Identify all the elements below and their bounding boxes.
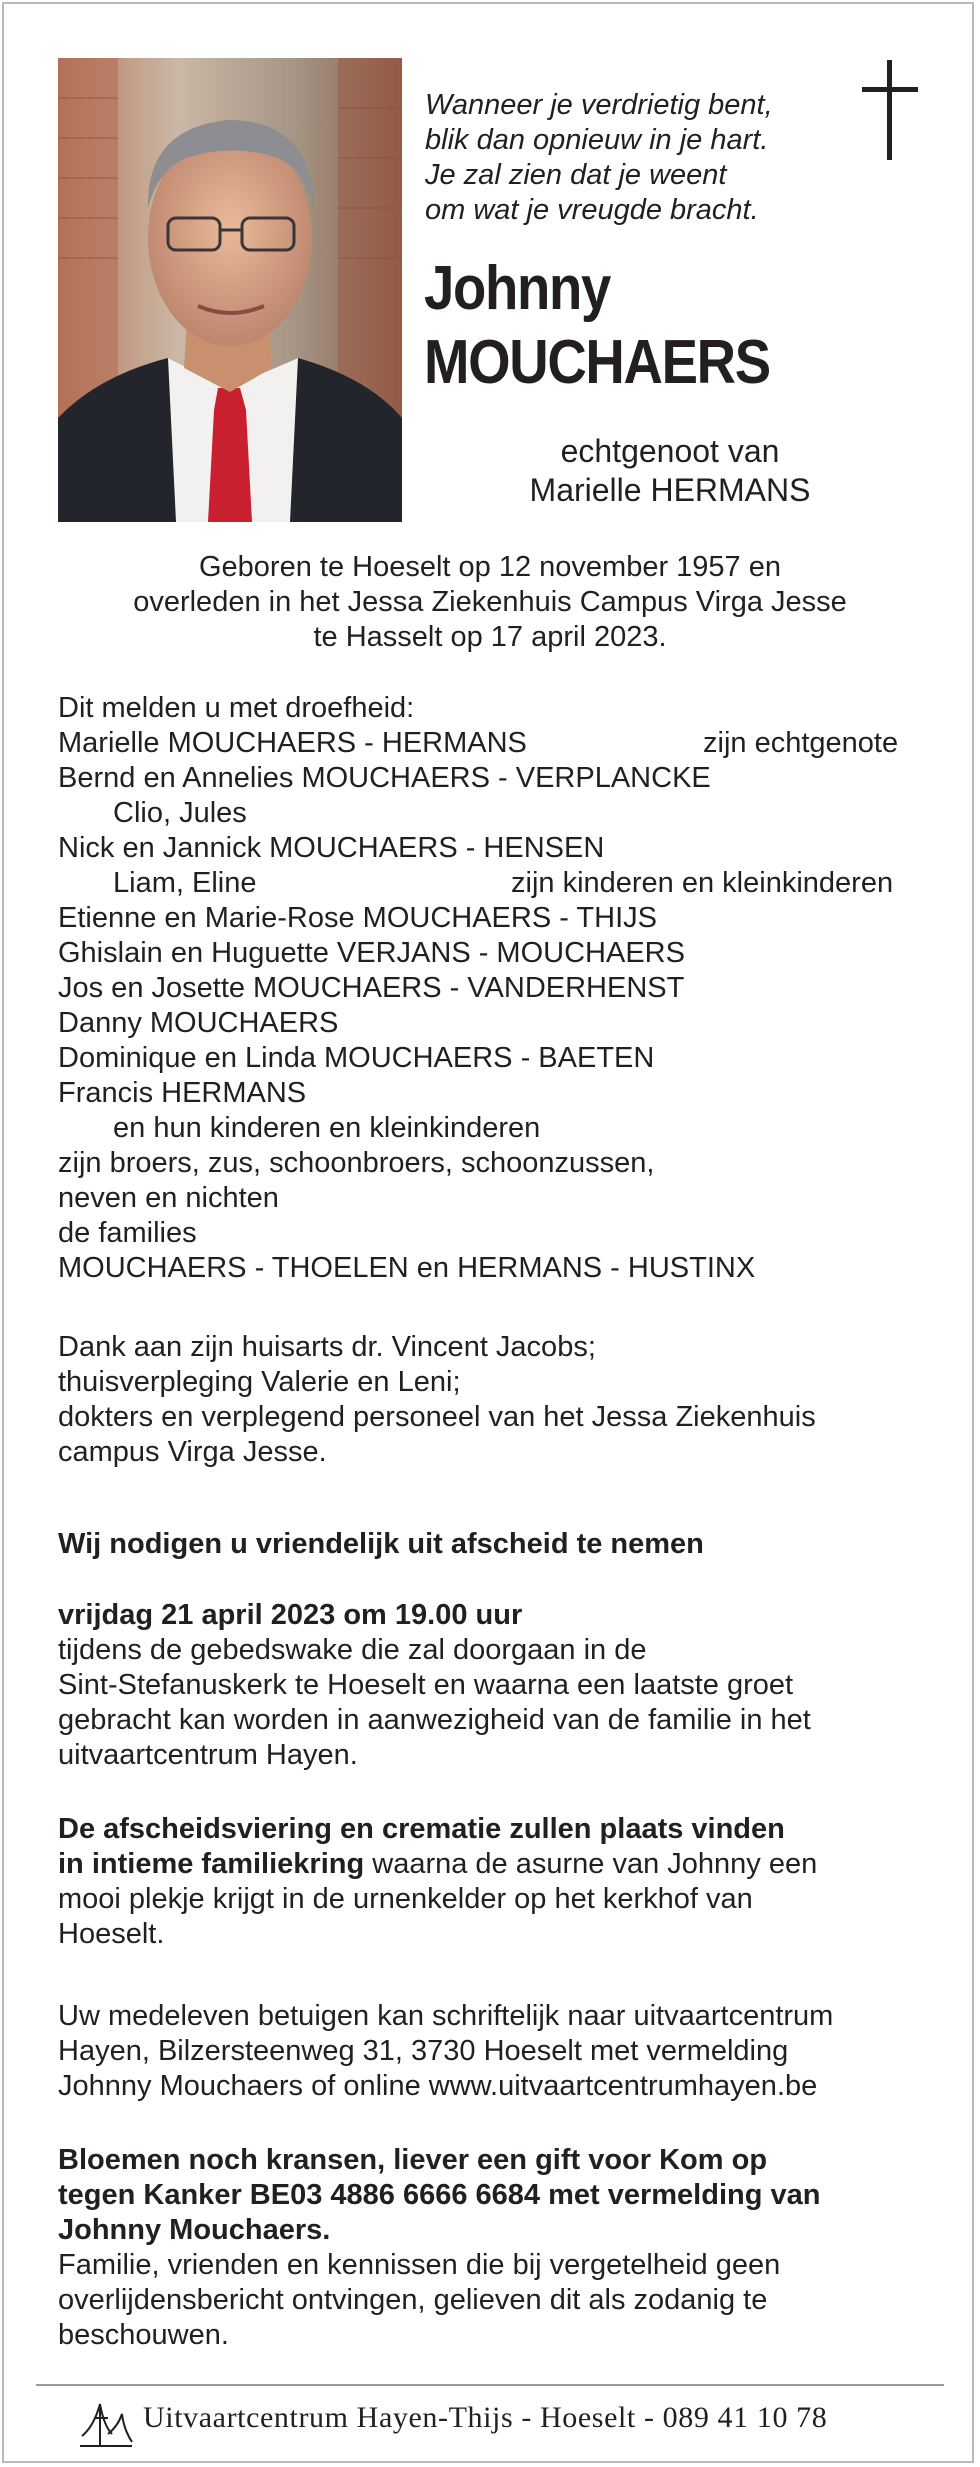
condolences-paragraph [58,1999,928,2104]
text-line: Johnny Mouchaers of online www.uitvaartcentrumhayen.be [58,2070,818,2102]
poem-line: Je zal zien dat je weent [425,159,727,191]
portrait-photo [58,58,402,522]
text-line: tijdens de gebedswake die zal doorgaan in de [58,1634,647,1666]
mourner-line: zijn broers, zus, schoonbroers, schoonzussen, [58,1147,655,1179]
text-line: overleden in het Jessa Ziekenhuis Campus Virga Jesse [133,586,847,618]
grandchildren-line: Liam, Eline [113,867,257,899]
flowers-paragraph [58,2143,928,2353]
text-line: Geboren te Hoeselt op 12 november 1957 en [198,551,781,583]
mourner-line: de families [58,1217,197,1249]
mourner-line: Bernd en Annelies MOUCHAERS - VERPLANCKE [58,762,711,794]
text-line: beschouwen. [58,2319,229,2351]
ceremony-paragraph [58,1812,928,1952]
text-line: gebracht kan worden in aanwezigheid van de familie in het [58,1704,811,1736]
poem [425,88,825,228]
text-line: Hayen, Bilzersteenweg 31, 3730 Hoeselt met vermelding [58,2035,789,2067]
text-line: Bloemen noch kransen, liever een gift voor Kom op [58,2144,768,2176]
text-fragment: waarna de asurne van Johnny een [364,1848,818,1880]
text-line: overlijdensbericht ontvingen, gelieven dit als zodanig te [58,2284,768,2316]
text-line: Hoeselt. [58,1918,165,1950]
mourner-line [58,866,928,901]
spouse-block [440,432,900,510]
last-name: MOUCHAERS [424,328,770,397]
mourner-line: neven en nichten [58,1182,279,1214]
mourner-line: MOUCHAERS - THOELEN en HERMANS - HUSTINX [58,1252,756,1284]
first-name: Johnny [424,254,611,323]
poem-line: blik dan opnieuw in je hart. [425,124,769,156]
mourner-line: Dominique en Linda MOUCHAERS - BAETEN [58,1042,655,1074]
text-line: Sint-Stefanuskerk te Hoeselt en waarna een laatste groet [58,1669,794,1701]
funeral-home-logo-icon [78,2396,134,2450]
text-line: uitvaartcentrum Hayen. [58,1739,358,1771]
mourner-line: Danny MOUCHAERS [58,1007,339,1039]
wake-paragraph [58,1598,928,1773]
text-line [58,1847,928,1882]
poem-line: om wat je vreugde bracht. [425,194,759,226]
relation-note: zijn echtgenote [703,727,899,759]
relation-note: zijn kinderen en kleinkinderen [511,867,894,899]
poem-line: Wanneer je verdrietig bent, [425,89,773,121]
invite-heading: Wij nodigen u vriendelijk uit afscheid te nemen [58,1528,704,1560]
text-line: campus Virga Jesse. [58,1436,327,1468]
wake-date: vrijdag 21 april 2023 om 19.00 uur [58,1599,523,1631]
text-line: dokters en verplegend personeel van het Jessa Ziekenhuis [58,1401,816,1433]
mourner-line: en hun kinderen en kleinkinderen [113,1112,541,1144]
bold-phrase: in intieme familiekring [58,1848,365,1880]
mourner-name: Marielle MOUCHAERS - HERMANS [58,727,527,759]
mourner-line: Nick en Jannick MOUCHAERS - HENSEN [58,832,605,864]
text-line: Uw medeleven betuigen kan schriftelijk naar uitvaartcentrum [58,2000,834,2032]
footer-divider [36,2384,944,2386]
mourner-line: Jos en Josette MOUCHAERS - VANDERHENST [58,972,685,1004]
thanks-paragraph [58,1330,928,1470]
spouse-name: Marielle HERMANS [529,472,811,508]
text-line: tegen Kanker BE03 4886 6666 6684 met vermelding van [58,2179,821,2211]
deceased-name [424,252,770,400]
text-line: Familie, vrienden en kennissen die bij vergetelheid geen [58,2249,781,2281]
mourners-intro: Dit melden u met droefheid: [58,692,415,724]
funeral-home-contact: Uitvaartcentrum Hayen-Thijs - Hoeselt - 089 41 10 78 [143,2401,828,2434]
birth-death-notice [58,550,922,655]
text-line: thuisverpleging Valerie en Leni; [58,1366,461,1398]
mourner-line: Francis HERMANS [58,1077,307,1109]
spouse-label: echtgenoot van [560,433,780,469]
text-line: te Hasselt op 17 april 2023. [313,621,667,653]
text-line: Johnny Mouchaers. [58,2214,331,2246]
text-line: mooi plekje krijgt in de urnenkelder op het kerkhof van [58,1883,753,1915]
mourner-line: Ghislain en Huguette VERJANS - MOUCHAERS [58,937,685,969]
text-line: Dank aan zijn huisarts dr. Vincent Jacobs; [58,1331,596,1363]
text-line: De afscheidsviering en crematie zullen plaats vinden [58,1813,785,1845]
mourners-list [58,691,928,1286]
grandchildren-line: Clio, Jules [113,797,247,829]
cross-icon [862,60,918,160]
mourner-line: Etienne en Marie-Rose MOUCHAERS - THIJS [58,902,657,934]
mourner-line [58,726,928,761]
